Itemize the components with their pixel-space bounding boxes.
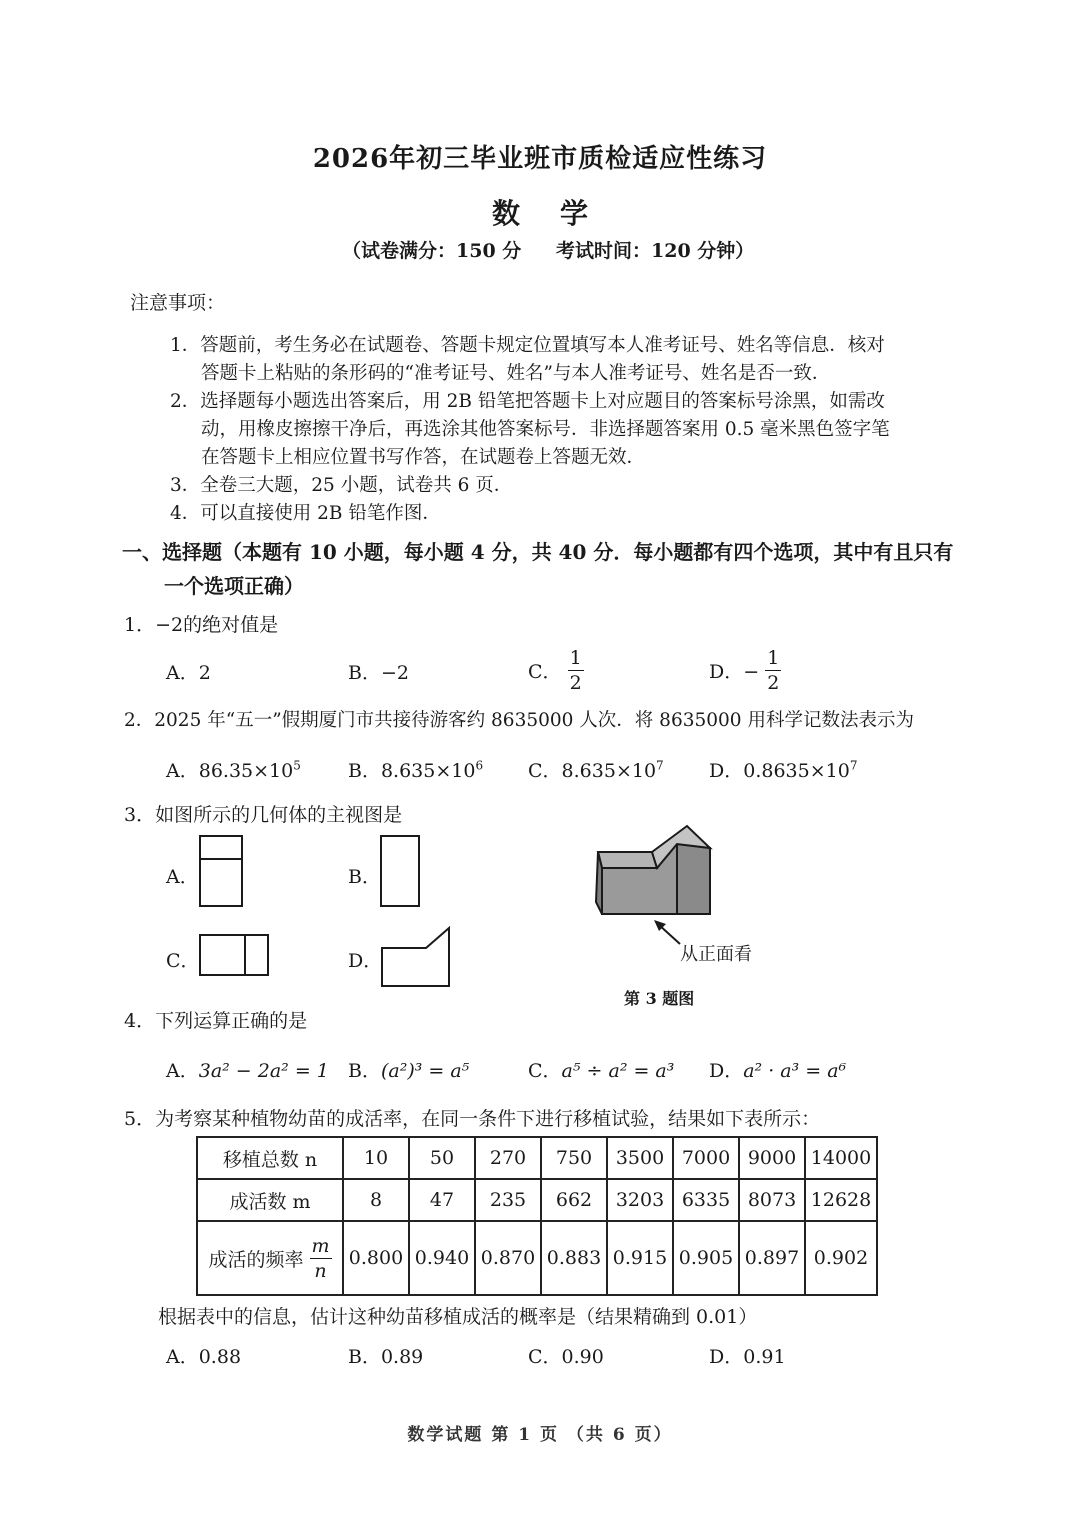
- q3-figure-caption: 第 3 题图: [624, 989, 695, 1008]
- notice-line: 在答题卡上相应位置书写作答，在试题卷上答题无效．: [201, 447, 646, 468]
- table-cell: 9000: [739, 1137, 805, 1179]
- q1-c-den: 2: [569, 672, 582, 694]
- section-heading-cont: 一个选项正确）: [164, 574, 304, 598]
- q4-d-expr: a² · a³ = a⁶: [743, 1060, 847, 1082]
- q3-option-c-figure: [199, 934, 269, 976]
- question-5-stem: 5．为考察某种植物幼苗的成活率，在同一条件下进行移植试验，结果如下表所示：: [124, 1108, 821, 1130]
- table-cell: 0.940: [409, 1221, 475, 1295]
- q4-a-expr: 3a² − 2a² = 1: [198, 1060, 329, 1082]
- subject-title: 数学: [491, 197, 628, 230]
- notice-line: 动，用橡皮擦擦干净后，再选涂其他答案标号．非选择题答案用 0.5 毫米黑色签字笔: [201, 419, 890, 440]
- q2-b-exp: 6: [475, 758, 484, 773]
- q2-c-base: 8.635×10: [561, 760, 657, 782]
- table-cell: 12628: [805, 1179, 877, 1221]
- view-direction-label: 从正面看: [680, 944, 752, 965]
- q3-option-b[interactable]: B．: [348, 866, 381, 888]
- question-1-stem: 1．−2的绝对值是: [124, 614, 279, 636]
- q1-option-b[interactable]: B．−2: [348, 662, 409, 684]
- question-3-stem: 3．如图所示的几何体的主视图是: [124, 804, 403, 826]
- q2-b-base: 8.635×10: [380, 760, 476, 782]
- q2-option-c[interactable]: [528, 756, 664, 783]
- q1-c-fraction: [568, 646, 584, 695]
- table-cell: 0.905: [673, 1221, 739, 1295]
- table-cell: 47: [409, 1179, 475, 1221]
- q1-c-label: C．: [528, 661, 562, 683]
- table-cell: 750: [541, 1137, 607, 1179]
- q2-c-exp: 7: [656, 758, 664, 773]
- q4-a-label: A．: [166, 1060, 199, 1082]
- table-cell: 0.897: [739, 1221, 805, 1295]
- table-cell: 3203: [607, 1179, 673, 1221]
- freq-num: m: [311, 1234, 330, 1257]
- q1-d-den: 2: [767, 672, 780, 694]
- q4-b-expr: (a²)³ = a⁵: [380, 1060, 470, 1082]
- q2-d-base: 0.8635×10: [743, 760, 850, 782]
- q2-option-d[interactable]: [709, 756, 857, 783]
- table-header-cell: 成活数 m: [197, 1179, 343, 1221]
- notice-line: 3．全卷三大题，25 小题，试卷共 6 页．: [170, 475, 513, 496]
- notice-line: 答题卡上粘贴的条形码的“准考证号、姓名”与本人准考证号、姓名是否一致．: [201, 363, 831, 384]
- notice-line: 2．选择题每小题选出答案后，用 2B 铅笔把答题卡上对应题目的答案标号涂黑，如需改: [170, 391, 885, 412]
- q5-option-c[interactable]: C．0.90: [528, 1346, 604, 1368]
- q4-option-b[interactable]: [348, 1056, 469, 1083]
- q2-a-exp: 5: [293, 758, 301, 773]
- q2-option-a[interactable]: [166, 756, 301, 783]
- q4-option-a[interactable]: [166, 1056, 329, 1083]
- table-cell: 50: [409, 1137, 475, 1179]
- table-header-cell: 移植总数 n: [197, 1137, 343, 1179]
- q2-d-exp: 7: [849, 758, 858, 773]
- table-cell: 3500: [607, 1137, 673, 1179]
- table-cell: 270: [475, 1137, 541, 1179]
- section-heading: 一、选择题（本题有 10 小题，每小题 4 分，共 40 分．每小题都有四个选项，其中有且只有: [122, 540, 954, 564]
- q1-c-num: 1: [569, 647, 582, 669]
- q4-option-c[interactable]: [528, 1056, 674, 1083]
- q1-d-fraction: [765, 646, 781, 695]
- q4-c-label: C．: [528, 1060, 562, 1082]
- q1-option-a[interactable]: A．2: [166, 662, 211, 684]
- table-cell: 662: [541, 1179, 607, 1221]
- table-row: [197, 1137, 877, 1179]
- q5-option-a[interactable]: A．0.88: [166, 1346, 242, 1368]
- q5-data-table: [196, 1136, 878, 1296]
- q3-option-b-figure: [380, 835, 420, 907]
- freq-den: n: [314, 1259, 327, 1282]
- table-cell: 8073: [739, 1179, 805, 1221]
- freq-label: 成活的频率: [208, 1248, 304, 1271]
- exam-title: 2026年初三毕业班市质检适应性练习: [312, 144, 768, 174]
- q4-d-label: D．: [709, 1060, 744, 1082]
- q1-d-num: 1: [767, 647, 780, 669]
- q5-option-b[interactable]: B．0.89: [348, 1346, 424, 1368]
- table-cell: 7000: [673, 1137, 739, 1179]
- q3-option-a[interactable]: A．: [166, 866, 199, 888]
- q2-option-b[interactable]: [348, 756, 483, 783]
- q3-option-c[interactable]: C．: [166, 950, 200, 972]
- q2-c-label: C．: [528, 760, 562, 782]
- table-row: [197, 1221, 877, 1295]
- table-cell: 0.883: [541, 1221, 607, 1295]
- q4-option-d[interactable]: [709, 1056, 846, 1083]
- q3-solid-figure: [592, 822, 722, 922]
- exam-time: 考试时间：120 分钟）: [556, 240, 755, 262]
- q2-a-label: A．: [166, 760, 199, 782]
- table-cell: 0.870: [475, 1221, 541, 1295]
- table-cell: 10: [343, 1137, 409, 1179]
- q4-c-expr: a⁵ ÷ a² = a³: [561, 1060, 675, 1082]
- question-2-stem: 2．2025 年“五一”假期厦门市共接待游客约 8635000 人次．将 8635000 用科学记数法表示为: [124, 710, 914, 731]
- page-footer: 数学试题 第 1 页 （共 6 页）: [407, 1425, 673, 1445]
- table-cell: 235: [475, 1179, 541, 1221]
- q5-option-d[interactable]: D．0.91: [709, 1346, 786, 1368]
- q2-d-label: D．: [709, 760, 744, 782]
- table-cell: 0.800: [343, 1221, 409, 1295]
- table-cell: 0.902: [805, 1221, 877, 1295]
- q3-option-d-figure: [381, 926, 451, 988]
- table-cell: 0.915: [607, 1221, 673, 1295]
- q1-option-d[interactable]: [709, 646, 781, 695]
- table-cell: 8: [343, 1179, 409, 1221]
- q2-a-base: 86.35×10: [198, 760, 294, 782]
- q1-d-label: D．−: [709, 661, 760, 683]
- q3-option-d[interactable]: D．: [348, 950, 383, 972]
- notice-heading: 注意事项：: [130, 292, 226, 314]
- table-cell: 6335: [673, 1179, 739, 1221]
- q3-option-a-figure: [199, 835, 243, 907]
- notice-line: 4．可以直接使用 2B 铅笔作图．: [170, 503, 441, 524]
- table-header-cell: [197, 1221, 343, 1295]
- freq-fraction: [310, 1234, 332, 1283]
- q4-b-label: B．: [348, 1060, 381, 1082]
- q5-question: 根据表中的信息，估计这种幼苗移植成活的概率是（结果精确到 0.01）: [158, 1306, 758, 1328]
- q2-b-label: B．: [348, 760, 381, 782]
- question-4-stem: 4．下列运算正确的是: [124, 1010, 308, 1032]
- q1-option-c[interactable]: [528, 646, 584, 695]
- notice-line: 1．答题前，考生务必在试题卷、答题卡规定位置填写本人准考证号、姓名等信息．核对: [170, 335, 885, 356]
- table-row: [197, 1179, 877, 1221]
- table-cell: 14000: [805, 1137, 877, 1179]
- full-score: （试卷满分：150 分: [342, 240, 522, 262]
